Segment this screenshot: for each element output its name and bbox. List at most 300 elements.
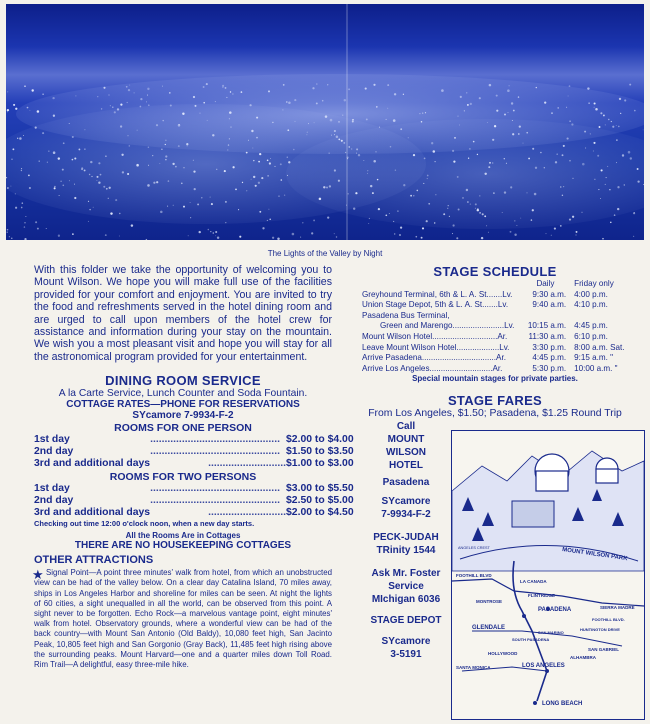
city-light [72, 136, 74, 138]
city-light [466, 92, 467, 93]
call-line: Pasadena [382, 477, 430, 488]
area-map [451, 430, 645, 720]
city-light [35, 127, 37, 129]
call-line: Service [388, 581, 424, 592]
city-light [477, 154, 478, 155]
rate-label: 2nd day [34, 446, 74, 458]
photo-caption: The Lights of the Valley by Night [267, 249, 383, 258]
city-light [314, 122, 315, 123]
call-line: Ask Mr. Foster [371, 568, 441, 579]
city-light [610, 222, 611, 223]
city-light [306, 134, 307, 135]
rate-value: $1.00 to $3.00 [286, 458, 354, 470]
city-light [487, 122, 488, 123]
city-light [560, 186, 561, 187]
fares-title: STAGE FARES [447, 393, 543, 409]
city-light [24, 238, 26, 240]
city-light [327, 84, 328, 85]
city-light [581, 212, 582, 213]
city-light [562, 154, 564, 156]
city-light [137, 130, 138, 131]
city-light [353, 208, 355, 210]
city-light [322, 100, 324, 102]
city-light [22, 202, 24, 204]
city-light [601, 169, 603, 171]
city-light [367, 173, 368, 174]
city-light [156, 181, 158, 183]
city-light [235, 188, 237, 190]
city-light [84, 169, 86, 171]
city-light [128, 135, 129, 136]
city-light [213, 232, 215, 234]
city-light [395, 170, 396, 171]
city-light [216, 169, 217, 170]
city-light [152, 155, 153, 156]
city-light [98, 181, 100, 183]
city-light [637, 168, 639, 170]
daily-time: 11:30 a.m. [528, 331, 567, 341]
city-light [510, 186, 512, 188]
city-light [408, 137, 409, 138]
city-light [331, 135, 332, 136]
city-light [246, 152, 248, 154]
daily-time [525, 311, 574, 322]
city-light [267, 220, 268, 221]
city-light [367, 170, 368, 171]
city-light [513, 110, 515, 112]
city-light [563, 145, 565, 147]
city-light [468, 158, 469, 159]
map-label: SAN MARINO [538, 630, 564, 635]
city-light [496, 95, 498, 97]
city-light [272, 237, 274, 239]
city-light [624, 184, 625, 185]
city-light [603, 114, 605, 116]
city-light [598, 189, 599, 190]
city-light [225, 201, 227, 203]
city-light [397, 210, 399, 212]
city-light [47, 162, 48, 163]
city-light [183, 167, 184, 168]
city-light [619, 98, 621, 100]
city-light [593, 150, 594, 151]
city-light [334, 169, 336, 171]
city-light [24, 85, 26, 87]
city-light [110, 105, 111, 106]
city-light [376, 106, 378, 108]
city-light [127, 173, 129, 175]
city-light [201, 197, 202, 198]
city-light [520, 218, 521, 219]
city-light [246, 190, 247, 191]
city-light [606, 177, 607, 178]
city-light [6, 177, 7, 178]
city-light [288, 102, 291, 105]
city-light [12, 148, 14, 150]
map-label: ALHAMBRA [570, 655, 596, 660]
city-light [126, 86, 128, 88]
city-light [53, 115, 55, 117]
city-light [563, 186, 564, 187]
city-light [527, 192, 528, 193]
city-light [594, 107, 595, 108]
city-light [24, 222, 25, 223]
stop: Pasadena Bus Terminal, [362, 310, 450, 320]
city-light [424, 158, 426, 160]
city-light [37, 110, 40, 113]
city-light [256, 137, 258, 139]
rate-label: 1st day [34, 483, 70, 495]
city-light [120, 125, 122, 127]
city-light [387, 108, 388, 109]
city-light [493, 192, 495, 194]
city-light [343, 142, 345, 144]
city-light [280, 163, 282, 165]
city-light [422, 227, 424, 229]
city-light [11, 159, 12, 160]
city-light [31, 89, 33, 91]
city-light [510, 231, 512, 233]
right-column [362, 264, 628, 419]
city-light [146, 239, 148, 240]
city-light [259, 211, 261, 213]
city-light [140, 98, 142, 100]
city-light [387, 84, 389, 86]
city-light [316, 83, 318, 85]
rate-row: 2nd day ............................................. $2.50 to $5.00 [34, 495, 354, 507]
city-light [447, 208, 448, 209]
city-light [230, 91, 231, 92]
schedule-table [362, 279, 628, 374]
friday-time: 9:15 a.m. " [574, 353, 614, 363]
valley-night-photo [6, 4, 644, 240]
city-light [475, 203, 477, 205]
call-line: PECK-JUDAH [373, 532, 439, 543]
city-light [587, 87, 589, 89]
city-light [434, 222, 435, 223]
city-light [28, 175, 30, 177]
city-light [15, 193, 16, 194]
city-light [136, 164, 139, 167]
city-light [431, 142, 433, 144]
city-light [288, 161, 290, 163]
city-light [312, 87, 314, 89]
city-light [470, 103, 472, 105]
rate-value: $3.00 to $5.50 [286, 483, 354, 495]
call-line: WILSON [386, 447, 426, 458]
city-light [229, 138, 230, 139]
city-light [110, 212, 112, 214]
city-light [292, 233, 295, 236]
call-line: SYcamore [381, 636, 431, 647]
city-light [278, 195, 279, 196]
rate-value: $2.50 to $5.00 [286, 495, 354, 507]
city-light [72, 233, 74, 235]
city-light [165, 144, 166, 145]
city-light [568, 96, 569, 97]
city-light [227, 150, 228, 151]
col-friday: Friday only [574, 279, 614, 288]
city-light [165, 155, 167, 157]
city-light [7, 187, 9, 189]
city-light [253, 160, 254, 161]
city-light [560, 225, 562, 227]
city-light [441, 89, 444, 92]
checkout-note: Checking out time 12:00 o'clock noon, when a new day starts. [34, 519, 255, 529]
call-line: 3-5191 [390, 649, 422, 660]
city-light [103, 186, 105, 188]
city-light [183, 206, 185, 208]
rate-row: 2nd day ............................................. $1.50 to $3.50 [34, 446, 354, 458]
city-light [519, 125, 521, 127]
city-light [330, 119, 333, 122]
city-light [232, 166, 234, 168]
city-light [52, 97, 54, 99]
city-light [72, 159, 74, 161]
city-light [457, 176, 459, 178]
city-light [356, 148, 358, 150]
city-light [29, 110, 30, 111]
city-light [334, 233, 335, 234]
city-light [634, 212, 635, 213]
city-light [556, 153, 558, 155]
city-light [566, 107, 567, 108]
city-light [225, 222, 226, 223]
city-light [147, 88, 149, 90]
city-light [261, 177, 263, 179]
city-light [611, 121, 612, 122]
city-light [399, 234, 401, 236]
city-light [506, 163, 507, 164]
fares-line: From Los Angeles, $1.50; Pasadena, $1.25 Round Trip [368, 408, 622, 420]
photo-fold-line [346, 4, 348, 240]
city-light [618, 126, 620, 128]
city-light [329, 153, 330, 154]
city-light [148, 104, 150, 106]
city-light [190, 202, 191, 203]
dining-title: DINING ROOM SERVICE [105, 373, 261, 389]
city-light [239, 236, 241, 238]
city-light [351, 148, 352, 149]
friday-time [574, 311, 628, 322]
city-light [162, 86, 163, 87]
city-light [287, 129, 289, 131]
city-light [454, 137, 456, 139]
city-light [90, 161, 92, 163]
city-light [280, 179, 282, 181]
city-light [341, 140, 343, 142]
friday-time: 4:10 p.m. [574, 300, 608, 310]
city-light [74, 197, 76, 199]
map-label: GLENDALE [472, 625, 505, 631]
city-light [512, 133, 514, 135]
city-light [272, 122, 273, 123]
city-light [54, 186, 56, 188]
call-line: TRinity 1544 [376, 545, 436, 556]
city-light [109, 95, 110, 96]
city-light [127, 102, 128, 103]
city-light [173, 205, 174, 206]
daily-time: 10:15 a.m. [527, 321, 567, 331]
city-light [203, 86, 205, 88]
city-light [193, 96, 195, 98]
city-light [293, 149, 295, 151]
city-light [194, 188, 196, 190]
col-daily: Daily [536, 279, 555, 288]
map-label: FOOTHILL BLVD. [592, 617, 625, 622]
city-light [161, 149, 163, 151]
city-light [81, 169, 82, 170]
city-light [93, 207, 94, 208]
city-light [452, 150, 454, 152]
city-light [486, 225, 487, 226]
city-light [494, 125, 496, 127]
city-light [253, 176, 255, 178]
city-light [403, 184, 405, 186]
city-light [162, 120, 163, 121]
city-light [338, 180, 340, 182]
city-light [168, 180, 170, 182]
city-light [203, 102, 205, 104]
city-light [313, 219, 315, 221]
city-light [459, 125, 460, 126]
city-light [295, 121, 296, 122]
city-light [7, 229, 9, 231]
city-light [120, 103, 122, 105]
city-light [434, 161, 435, 162]
left-column [32, 264, 354, 670]
city-light [588, 102, 589, 103]
city-light [217, 236, 219, 238]
stop: Arrive Los Angeles............................Ar. [362, 363, 503, 373]
city-light [492, 139, 494, 141]
daily-time: 9:30 a.m. [532, 289, 567, 299]
city-light [413, 195, 414, 196]
city-light [462, 197, 464, 199]
city-light [376, 151, 377, 152]
city-light [620, 113, 621, 114]
city-light [616, 125, 617, 126]
city-light [226, 97, 227, 98]
city-light [470, 203, 471, 204]
city-light [555, 161, 557, 163]
city-light [334, 130, 336, 132]
city-light [199, 231, 201, 233]
city-light [268, 90, 270, 92]
city-light [53, 151, 56, 154]
city-light [481, 237, 483, 239]
city-light [453, 224, 455, 226]
map-label: SAN GABRIEL [588, 647, 620, 652]
daily-time: 5:30 p.m. [532, 363, 567, 373]
city-light [323, 186, 325, 188]
city-light [286, 101, 288, 103]
city-light [489, 84, 492, 87]
city-light [193, 160, 194, 161]
city-light [224, 170, 226, 172]
call-line: MOUNT [387, 434, 425, 445]
city-light [277, 237, 280, 240]
city-light [222, 85, 224, 87]
city-light [121, 154, 123, 156]
city-light [492, 162, 493, 163]
city-light [423, 183, 424, 184]
city-light [479, 195, 480, 196]
friday-time: 8:00 a.m. Sat. [574, 342, 625, 352]
city-light [106, 188, 108, 190]
attractions-title: OTHER ATTRACTIONS [34, 554, 154, 567]
city-light [584, 131, 586, 133]
city-light [532, 209, 534, 211]
city-light [363, 160, 364, 161]
city-light [386, 119, 387, 120]
city-light [91, 176, 92, 177]
city-light [105, 234, 107, 236]
city-light [338, 139, 340, 141]
two-person-heading: ROOMS FOR TWO PERSONS [109, 471, 257, 484]
city-light [267, 159, 269, 161]
city-light [100, 174, 102, 176]
city-light [269, 162, 271, 164]
city-light [400, 128, 402, 130]
city-light [228, 144, 229, 145]
city-light [326, 187, 328, 189]
city-light [17, 138, 18, 139]
city-light [535, 167, 537, 169]
city-light [427, 178, 428, 179]
city-light [60, 181, 62, 183]
map-label: PASADENA [538, 607, 572, 613]
city-light [255, 185, 257, 187]
city-light [238, 209, 239, 210]
city-light [576, 231, 578, 233]
city-light [544, 101, 546, 103]
city-light [27, 107, 29, 109]
city-light [352, 119, 354, 121]
map-label: SIERRA MADRE [600, 605, 635, 610]
city-light [197, 203, 199, 205]
city-light [602, 238, 604, 240]
city-light [572, 178, 573, 179]
daily-time: 9:40 a.m. [532, 300, 567, 310]
city-light [569, 120, 571, 122]
city-light [355, 192, 357, 194]
city-light [311, 232, 313, 234]
city-light [518, 133, 520, 135]
city-light [504, 158, 505, 159]
city-light [443, 213, 445, 215]
city-light [473, 141, 475, 143]
call-line: SYcamore [381, 496, 431, 507]
city-light [129, 85, 130, 86]
friday-time: 10:00 a.m. " [574, 363, 618, 373]
city-light [117, 108, 119, 110]
schedule-row [362, 321, 628, 332]
city-light [523, 143, 524, 144]
city-light [103, 87, 105, 89]
rate-label: 1st day [34, 434, 70, 446]
city-light [637, 180, 639, 182]
city-light [634, 110, 636, 112]
schedule-row [362, 364, 628, 375]
city-light [153, 182, 155, 184]
rate-value: $2.00 to $4.00 [286, 434, 354, 446]
city-light [63, 142, 65, 144]
city-light [617, 186, 619, 188]
city-light [475, 208, 476, 209]
city-light [167, 206, 168, 207]
city-light [352, 120, 354, 122]
